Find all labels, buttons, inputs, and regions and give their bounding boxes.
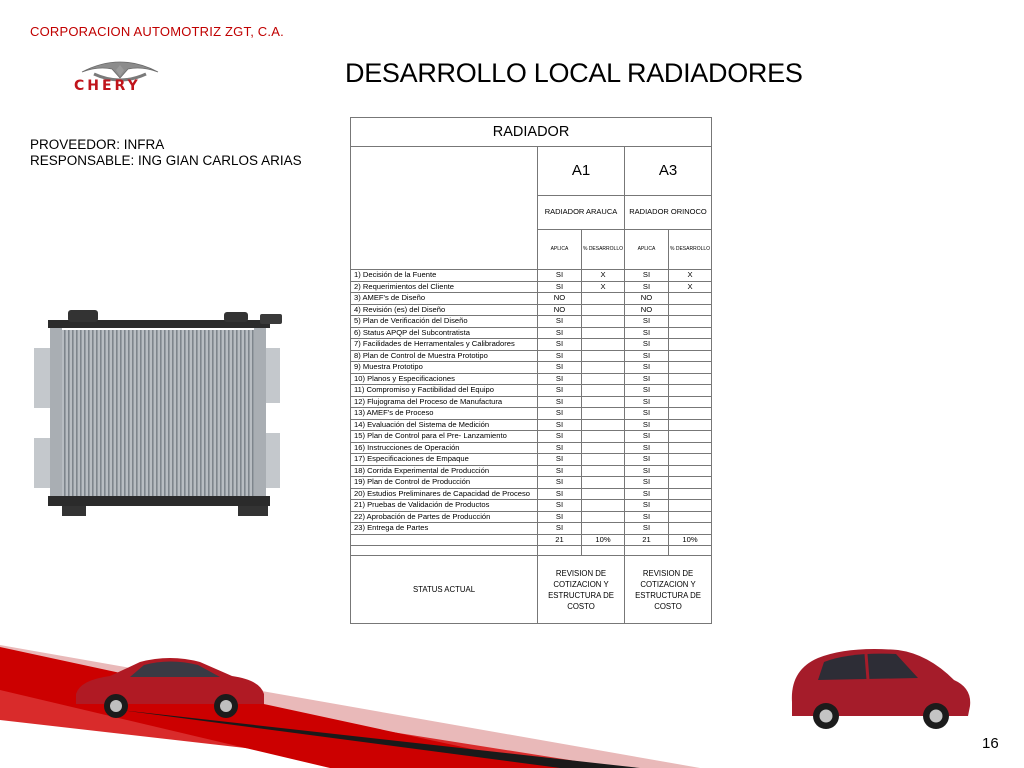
table-row xyxy=(351,293,712,305)
red-hatchback-photo xyxy=(778,640,978,735)
table-cell xyxy=(582,316,625,328)
radiator-table xyxy=(350,117,712,624)
table-cell xyxy=(669,500,712,512)
table-cell: SI xyxy=(538,396,582,408)
responsible-line: RESPONSABLE: ING GIAN CARLOS ARIAS xyxy=(30,153,302,168)
table-cell: SI xyxy=(538,511,582,523)
header-blank-cell xyxy=(351,147,538,270)
row-label: 13) AMEF's de Proceso xyxy=(351,408,538,420)
table-cell xyxy=(669,546,712,556)
table-cell xyxy=(669,488,712,500)
table-row xyxy=(351,431,712,443)
table-cell: SI xyxy=(538,316,582,328)
table-row xyxy=(351,500,712,512)
table-cell xyxy=(582,408,625,420)
table-cell xyxy=(669,419,712,431)
row-label: 2) Requerimientos del Cliente xyxy=(351,281,538,293)
row-label: 18) Corrida Experimental de Producción xyxy=(351,465,538,477)
table-cell xyxy=(582,419,625,431)
table-cell: SI xyxy=(625,316,669,328)
table-cell: NO xyxy=(625,293,669,305)
table-cell xyxy=(582,523,625,535)
table-cell: SI xyxy=(625,523,669,535)
table-cell xyxy=(582,465,625,477)
table-row xyxy=(351,465,712,477)
row-label: 20) Estudios Preliminares de Capacidad de Proceso xyxy=(351,488,538,500)
table-cell xyxy=(669,511,712,523)
row-label: 23) Entrega de Partes xyxy=(351,523,538,535)
table-cell: SI xyxy=(625,327,669,339)
table-cell xyxy=(582,396,625,408)
status-row xyxy=(351,556,712,624)
table-cell xyxy=(669,316,712,328)
totals-row xyxy=(351,534,712,546)
table-cell xyxy=(669,465,712,477)
table-cell: SI xyxy=(625,385,669,397)
table-row xyxy=(351,373,712,385)
table-cell: SI xyxy=(538,419,582,431)
radiator-photo xyxy=(28,308,286,520)
table-cell: SI xyxy=(538,488,582,500)
table-cell xyxy=(669,385,712,397)
table-row xyxy=(351,281,712,293)
table-cell: SI xyxy=(538,465,582,477)
table-cell: SI xyxy=(538,373,582,385)
row-label: 17) Especificaciones de Empaque xyxy=(351,454,538,466)
status-label: STATUS ACTUAL xyxy=(351,556,538,624)
row-label: 16) Instrucciones de Operación xyxy=(351,442,538,454)
table-cell xyxy=(582,442,625,454)
table-cell: SI xyxy=(625,339,669,351)
spacer-row xyxy=(351,546,712,556)
table-cell: NO xyxy=(538,293,582,305)
table-cell: SI xyxy=(538,350,582,362)
row-label: 8) Plan de Control de Muestra Prototipo xyxy=(351,350,538,362)
table-cell: X xyxy=(669,270,712,282)
subcol-desarrollo: % DESARROLLO xyxy=(582,230,625,270)
table-cell: SI xyxy=(625,350,669,362)
table-cell xyxy=(669,431,712,443)
table-cell xyxy=(351,546,538,556)
table-cell: SI xyxy=(625,431,669,443)
table-cell: NO xyxy=(625,304,669,316)
table-cell: SI xyxy=(625,488,669,500)
table-cell xyxy=(538,546,582,556)
table-cell xyxy=(582,546,625,556)
model-a3: A3 xyxy=(625,147,712,196)
table-row xyxy=(351,350,712,362)
supplier-info xyxy=(30,137,302,169)
row-label: 14) Evaluación del Sistema de Medición xyxy=(351,419,538,431)
table-cell xyxy=(669,293,712,305)
table-row xyxy=(351,442,712,454)
table-cell: SI xyxy=(538,408,582,420)
table-row xyxy=(351,454,712,466)
table-cell: 21 xyxy=(625,534,669,546)
table-cell: SI xyxy=(538,362,582,374)
table-cell: SI xyxy=(538,270,582,282)
table-cell xyxy=(669,339,712,351)
subcol-aplica: APLICA xyxy=(538,230,582,270)
table-row xyxy=(351,270,712,282)
table-cell xyxy=(582,431,625,443)
table-cell xyxy=(582,454,625,466)
row-label: 3) AMEF's de Diseño xyxy=(351,293,538,305)
table-cell: 10% xyxy=(669,534,712,546)
row-label: 5) Plan de Verificación del Diseño xyxy=(351,316,538,328)
table-row xyxy=(351,396,712,408)
row-label: 4) Revisión (es) del Diseño xyxy=(351,304,538,316)
table-cell: SI xyxy=(625,500,669,512)
page-number: 16 xyxy=(982,735,999,752)
table-cell xyxy=(669,396,712,408)
table-cell: 10% xyxy=(582,534,625,546)
table-cell: SI xyxy=(538,385,582,397)
table-cell: SI xyxy=(538,500,582,512)
row-label: 1) Decisión de la Fuente xyxy=(351,270,538,282)
row-label: 22) Aprobación de Partes de Producción xyxy=(351,511,538,523)
row-label: 15) Plan de Control para el Pre- Lanzamiento xyxy=(351,431,538,443)
table-cell: SI xyxy=(538,442,582,454)
table-cell xyxy=(582,293,625,305)
table-cell: SI xyxy=(538,431,582,443)
table-cell xyxy=(669,350,712,362)
table-row xyxy=(351,488,712,500)
table-cell: SI xyxy=(625,373,669,385)
status-value-a3: REVISION DE COTIZACION Y ESTRUCTURA DE COSTO xyxy=(625,556,712,624)
table-cell: SI xyxy=(538,477,582,489)
table-cell xyxy=(582,373,625,385)
product-arauca: RADIADOR ARAUCA xyxy=(538,196,625,230)
row-label: 12) Flujograma del Proceso de Manufactura xyxy=(351,396,538,408)
table-cell xyxy=(669,454,712,466)
table-cell: SI xyxy=(625,408,669,420)
table-row xyxy=(351,419,712,431)
table-row xyxy=(351,385,712,397)
table-row xyxy=(351,327,712,339)
subcol-aplica: APLICA xyxy=(625,230,669,270)
table-cell: 21 xyxy=(538,534,582,546)
table-cell: SI xyxy=(625,362,669,374)
row-label: 9) Muestra Prototipo xyxy=(351,362,538,374)
table-cell: SI xyxy=(625,270,669,282)
page-title: DESARROLLO LOCAL RADIADORES xyxy=(345,58,803,88)
table-cell xyxy=(582,385,625,397)
table-cell: X xyxy=(582,270,625,282)
row-label: 11) Compromiso y Factibilidad del Equipo xyxy=(351,385,538,397)
table-cell xyxy=(582,304,625,316)
table-cell: NO xyxy=(538,304,582,316)
table-cell: SI xyxy=(625,396,669,408)
table-cell xyxy=(669,442,712,454)
table-cell xyxy=(669,327,712,339)
subcol-desarrollo: % DESARROLLO xyxy=(669,230,712,270)
table-cell xyxy=(669,362,712,374)
table-cell: SI xyxy=(538,454,582,466)
table-cell xyxy=(582,477,625,489)
table-cell xyxy=(669,523,712,535)
totals-label-cell xyxy=(351,534,538,546)
table-cell: X xyxy=(582,281,625,293)
table-row xyxy=(351,477,712,489)
table-row xyxy=(351,316,712,328)
table-cell xyxy=(582,339,625,351)
table-cell xyxy=(669,408,712,420)
table-cell xyxy=(582,350,625,362)
row-label: 19) Plan de Control de Producción xyxy=(351,477,538,489)
supplier-line: PROVEEDOR: INFRA xyxy=(30,137,165,152)
table-cell: SI xyxy=(625,511,669,523)
table-cell: SI xyxy=(625,454,669,466)
table-cell: SI xyxy=(538,327,582,339)
table-cell: SI xyxy=(625,477,669,489)
table-cell xyxy=(582,488,625,500)
table-row xyxy=(351,362,712,374)
product-orinoco: RADIADOR ORINOCO xyxy=(625,196,712,230)
table-cell: SI xyxy=(625,442,669,454)
table-cell xyxy=(625,546,669,556)
row-label: 6) Status APQP del Subcontratista xyxy=(351,327,538,339)
table-row xyxy=(351,523,712,535)
table-cell: SI xyxy=(625,281,669,293)
table-cell: X xyxy=(669,281,712,293)
table-cell xyxy=(669,477,712,489)
table-cell: SI xyxy=(625,465,669,477)
table-cell xyxy=(582,511,625,523)
status-value-a1: REVISION DE COTIZACION Y ESTRUCTURA DE COSTO xyxy=(538,556,625,624)
table-title: RADIADOR xyxy=(351,118,712,147)
table-row xyxy=(351,339,712,351)
table-cell: SI xyxy=(538,339,582,351)
table-row xyxy=(351,511,712,523)
table-cell xyxy=(669,304,712,316)
table-cell xyxy=(669,373,712,385)
row-label: 21) Pruebas de Validación de Productos xyxy=(351,500,538,512)
table-row xyxy=(351,304,712,316)
row-label: 7) Facilidades de Herramentales y Calibradores xyxy=(351,339,538,351)
table-cell: SI xyxy=(625,419,669,431)
table-cell xyxy=(582,327,625,339)
table-cell xyxy=(582,362,625,374)
table-cell: SI xyxy=(538,281,582,293)
red-sedan-photo xyxy=(70,650,270,722)
company-name: CORPORACION AUTOMOTRIZ ZGT, C.A. xyxy=(30,24,284,39)
logo-wordmark: CHERY xyxy=(74,78,141,94)
row-label: 10) Planos y Especificaciones xyxy=(351,373,538,385)
table-cell xyxy=(582,500,625,512)
table-cell: SI xyxy=(538,523,582,535)
table-row xyxy=(351,408,712,420)
model-a1: A1 xyxy=(538,147,625,196)
